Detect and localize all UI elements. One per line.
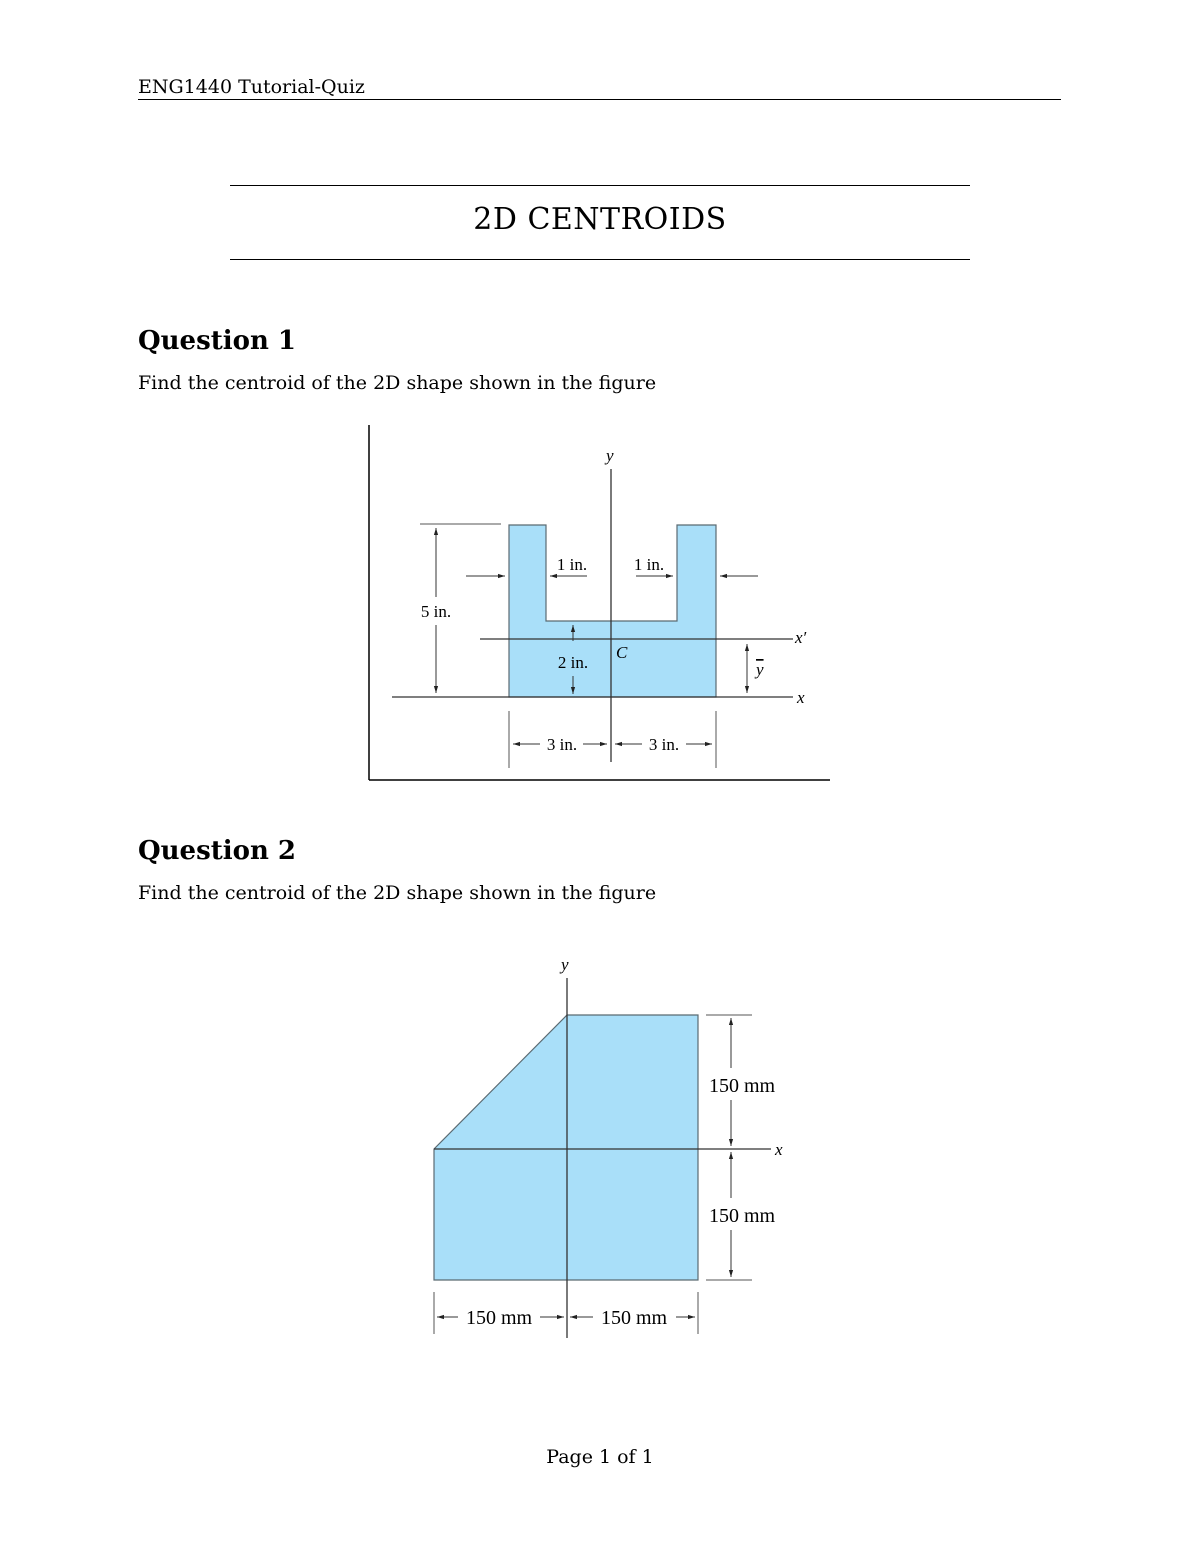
title-rule-top xyxy=(230,185,970,186)
x-prime-axis-label: x′ xyxy=(795,628,807,647)
upper-height-label: 150 mm xyxy=(708,1075,776,1097)
base-label: 2 in. xyxy=(557,653,589,672)
question-2-figure xyxy=(420,945,800,1350)
question-2-prompt: Find the centroid of the 2D shape shown in the figure xyxy=(138,882,657,904)
left-width-label: 150 mm xyxy=(465,1307,533,1329)
document-title: 2D CENTROIDS xyxy=(473,202,727,237)
right-width-label: 3 in. xyxy=(648,735,680,754)
composite-shape-area xyxy=(434,1015,698,1280)
centroid-label: C xyxy=(616,643,628,662)
right-wall-label: 1 in. xyxy=(633,555,665,574)
left-wall-label: 1 in. xyxy=(556,555,588,574)
y-bar-label: y xyxy=(756,660,764,679)
x-axis-label: x xyxy=(797,688,805,707)
right-width-label: 150 mm xyxy=(600,1307,668,1329)
header-rule xyxy=(138,99,1061,100)
left-width-label: 3 in. xyxy=(546,735,578,754)
y-axis-label: y xyxy=(561,955,569,974)
question-2-heading: Question 2 xyxy=(138,836,297,866)
running-header: ENG1440 Tutorial-Quiz xyxy=(138,76,365,98)
question-1-figure xyxy=(360,418,840,790)
height-label: 5 in. xyxy=(420,602,452,621)
page-number: Page 1 of 1 xyxy=(546,1446,654,1468)
u-shape-area xyxy=(509,525,716,697)
title-rule-bottom xyxy=(230,259,970,260)
y-axis-label: y xyxy=(606,446,614,465)
x-axis-label: x xyxy=(775,1140,783,1159)
question-1-heading: Question 1 xyxy=(138,326,297,356)
question-1-prompt: Find the centroid of the 2D shape shown in the figure xyxy=(138,372,657,394)
lower-height-label: 150 mm xyxy=(708,1205,776,1227)
